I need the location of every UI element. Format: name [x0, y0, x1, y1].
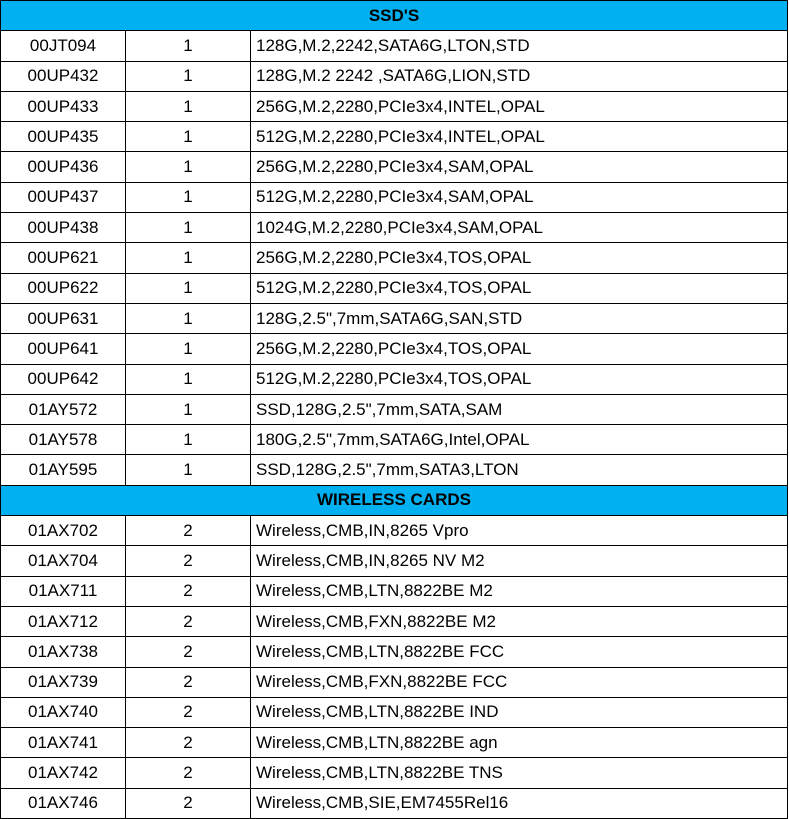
description-cell: 256G,M.2,2280,PCIe3x4,INTEL,OPAL: [251, 91, 788, 121]
quantity-cell: 2: [126, 516, 251, 546]
table-row: [1, 758, 788, 788]
quantity-cell: 2: [126, 788, 251, 818]
parts-table-body: [1, 1, 788, 819]
description-cell: Wireless,CMB,LTN,8822BE IND: [251, 697, 788, 727]
part-number-cell: 00UP435: [1, 122, 126, 152]
table-row: [1, 667, 788, 697]
quantity-cell: 2: [126, 606, 251, 636]
description-cell: 512G,M.2,2280,PCIe3x4,SAM,OPAL: [251, 182, 788, 212]
quantity-cell: 1: [126, 273, 251, 303]
description-cell: 180G,2.5",7mm,SATA6G,Intel,OPAL: [251, 425, 788, 455]
quantity-cell: 2: [126, 637, 251, 667]
table-row: [1, 273, 788, 303]
table-row: [1, 334, 788, 364]
description-cell: 512G,M.2,2280,PCIe3x4,INTEL,OPAL: [251, 122, 788, 152]
table-row: [1, 606, 788, 636]
quantity-cell: 1: [126, 334, 251, 364]
part-number-cell: 00UP622: [1, 273, 126, 303]
part-number-cell: 01AX742: [1, 758, 126, 788]
section-header-row: [1, 1, 788, 31]
part-number-cell: 01AY595: [1, 455, 126, 485]
quantity-cell: 1: [126, 303, 251, 333]
quantity-cell: 1: [126, 61, 251, 91]
quantity-cell: 1: [126, 213, 251, 243]
table-row: [1, 697, 788, 727]
table-row: [1, 152, 788, 182]
description-cell: Wireless,CMB,LTN,8822BE agn: [251, 728, 788, 758]
table-row: [1, 91, 788, 121]
description-cell: Wireless,CMB,LTN,8822BE M2: [251, 576, 788, 606]
part-number-cell: 01AX704: [1, 546, 126, 576]
table-row: [1, 243, 788, 273]
description-cell: 128G,M.2 2242 ,SATA6G,LION,STD: [251, 61, 788, 91]
part-number-cell: 01AX702: [1, 516, 126, 546]
table-row: [1, 31, 788, 61]
table-row: [1, 182, 788, 212]
quantity-cell: 1: [126, 182, 251, 212]
part-number-cell: 00UP437: [1, 182, 126, 212]
description-cell: Wireless,CMB,FXN,8822BE M2: [251, 606, 788, 636]
quantity-cell: 2: [126, 697, 251, 727]
table-row: [1, 61, 788, 91]
table-row: [1, 546, 788, 576]
description-cell: 256G,M.2,2280,PCIe3x4,SAM,OPAL: [251, 152, 788, 182]
part-number-cell: 01AX740: [1, 697, 126, 727]
quantity-cell: 2: [126, 667, 251, 697]
description-cell: Wireless,CMB,SIE,EM7455Rel16: [251, 788, 788, 818]
quantity-cell: 1: [126, 394, 251, 424]
description-cell: Wireless,CMB,LTN,8822BE FCC: [251, 637, 788, 667]
quantity-cell: 2: [126, 546, 251, 576]
quantity-cell: 1: [126, 122, 251, 152]
description-cell: 256G,M.2,2280,PCIe3x4,TOS,OPAL: [251, 243, 788, 273]
table-row: [1, 728, 788, 758]
quantity-cell: 1: [126, 243, 251, 273]
part-number-cell: 01AX711: [1, 576, 126, 606]
part-number-cell: 01AX746: [1, 788, 126, 818]
description-cell: Wireless,CMB,LTN,8822BE TNS: [251, 758, 788, 788]
description-cell: 256G,M.2,2280,PCIe3x4,TOS,OPAL: [251, 334, 788, 364]
quantity-cell: 2: [126, 728, 251, 758]
table-row: [1, 122, 788, 152]
part-number-cell: 00UP433: [1, 91, 126, 121]
description-cell: SSD,128G,2.5",7mm,SATA3,LTON: [251, 455, 788, 485]
part-number-cell: 01AY572: [1, 394, 126, 424]
part-number-cell: 01AX739: [1, 667, 126, 697]
part-number-cell: 01AY578: [1, 425, 126, 455]
part-number-cell: 01AX712: [1, 606, 126, 636]
description-cell: 128G,M.2,2242,SATA6G,LTON,STD: [251, 31, 788, 61]
description-cell: 1024G,M.2,2280,PCIe3x4,SAM,OPAL: [251, 213, 788, 243]
part-number-cell: 00JT094: [1, 31, 126, 61]
part-number-cell: 00UP641: [1, 334, 126, 364]
quantity-cell: 1: [126, 91, 251, 121]
description-cell: Wireless,CMB,IN,8265 NV M2: [251, 546, 788, 576]
table-row: [1, 303, 788, 333]
part-number-cell: 00UP438: [1, 213, 126, 243]
section-title: SSD'S: [1, 1, 788, 31]
quantity-cell: 1: [126, 31, 251, 61]
table-row: [1, 394, 788, 424]
part-number-cell: 00UP631: [1, 303, 126, 333]
description-cell: 512G,M.2,2280,PCIe3x4,TOS,OPAL: [251, 364, 788, 394]
table-row: [1, 364, 788, 394]
description-cell: 128G,2.5",7mm,SATA6G,SAN,STD: [251, 303, 788, 333]
part-number-cell: 01AX738: [1, 637, 126, 667]
quantity-cell: 2: [126, 758, 251, 788]
table-row: [1, 788, 788, 818]
part-number-cell: 01AX741: [1, 728, 126, 758]
section-header-row: [1, 485, 788, 515]
table-row: [1, 637, 788, 667]
table-row: [1, 455, 788, 485]
part-number-cell: 00UP432: [1, 61, 126, 91]
table-row: [1, 516, 788, 546]
quantity-cell: 1: [126, 455, 251, 485]
description-cell: Wireless,CMB,IN,8265 Vpro: [251, 516, 788, 546]
table-row: [1, 213, 788, 243]
description-cell: Wireless,CMB,FXN,8822BE FCC: [251, 667, 788, 697]
quantity-cell: 1: [126, 152, 251, 182]
part-number-cell: 00UP642: [1, 364, 126, 394]
table-row: [1, 576, 788, 606]
description-cell: 512G,M.2,2280,PCIe3x4,TOS,OPAL: [251, 273, 788, 303]
table-row: [1, 425, 788, 455]
quantity-cell: 2: [126, 576, 251, 606]
description-cell: SSD,128G,2.5",7mm,SATA,SAM: [251, 394, 788, 424]
quantity-cell: 1: [126, 364, 251, 394]
part-number-cell: 00UP621: [1, 243, 126, 273]
quantity-cell: 1: [126, 425, 251, 455]
section-title: WIRELESS CARDS: [1, 485, 788, 515]
part-number-cell: 00UP436: [1, 152, 126, 182]
